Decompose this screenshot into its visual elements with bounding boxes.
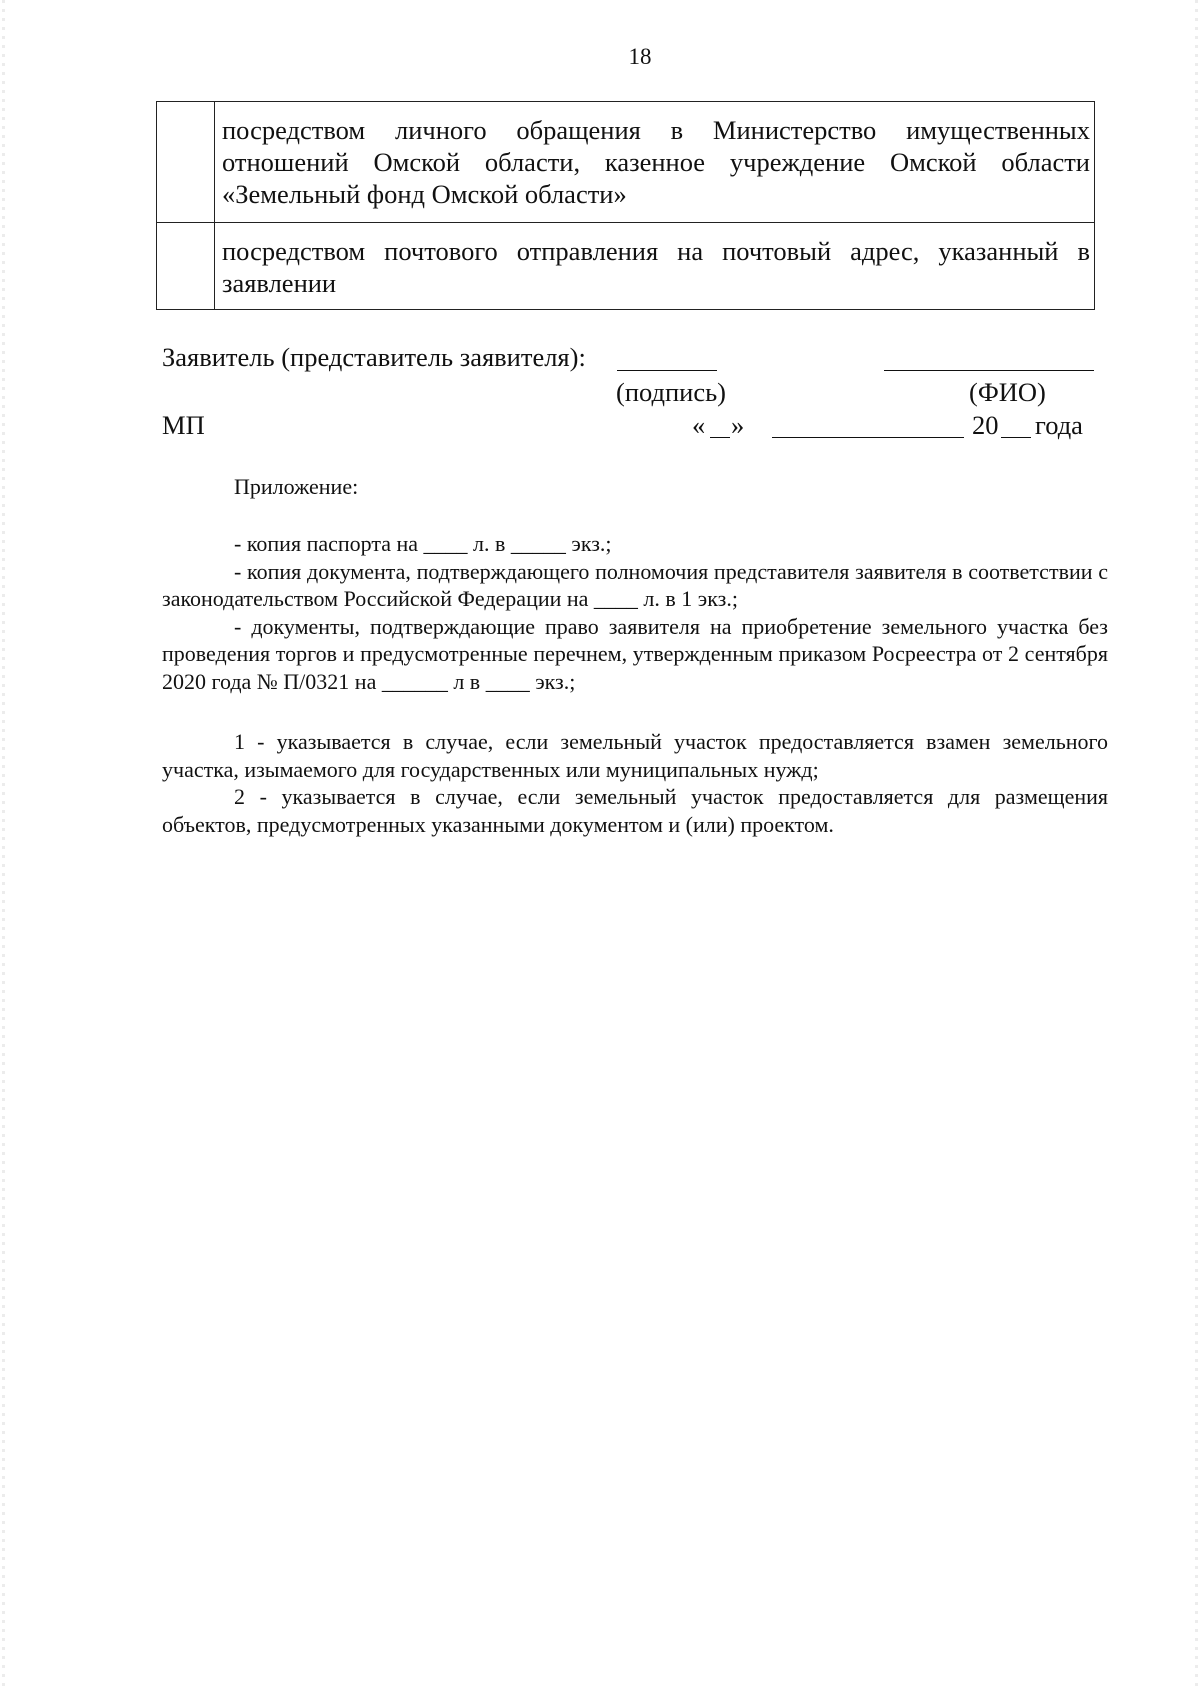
appendix-item: - копия паспорта на ____ л. в _____ экз.;: [234, 531, 612, 556]
year-prefix: 20: [972, 410, 999, 440]
signature-caption: (подпись): [616, 377, 727, 407]
delivery-method-table: [156, 101, 1095, 310]
scan-edge-right: [1195, 0, 1198, 1686]
date-open-quote: «: [692, 410, 706, 440]
checkbox-cell[interactable]: [157, 223, 215, 310]
year-line[interactable]: [1001, 437, 1031, 438]
stamp-label: МП: [162, 410, 205, 440]
footnote-1: 1 - указывается в случае, если земельный участок предоставляется взамен земельного участка, изымаемого для государственных или муниципальных нужд;: [162, 729, 1108, 782]
appendix-list: [162, 530, 1108, 695]
month-line[interactable]: [772, 437, 964, 438]
fio-line[interactable]: [884, 370, 1094, 371]
footnote-2: 2 - указывается в случае, если земельный участок предоставляется для размещения объектов, предусмотренных указанными документом и (или) проектом.: [162, 784, 1108, 837]
signature-line[interactable]: [617, 370, 717, 371]
footnotes: [162, 728, 1108, 838]
date-close-quote: »: [731, 410, 745, 440]
table-row: [157, 102, 1095, 223]
page-number: 18: [628, 44, 652, 69]
delivery-option-text: посредством почтового отправления на почтовый адрес, указанный в заявлении: [215, 223, 1095, 310]
year-suffix: года: [1035, 410, 1083, 440]
appendix-item: - копия документа, подтверждающего полномочия представителя заявителя в соответствии с законодательством Российской Федерации на ____ л. в 1 экз.;: [162, 558, 1108, 611]
scan-edge-left: [2, 0, 5, 1686]
appendix-item: - документы, подтверждающие право заявителя на приобретение земельного участка без проведения торгов и предусмотренные перечнем, утвержденным приказом Росреестра от 2 сентября 2020 года № П/0321 на ______ л в ____ экз.;: [162, 613, 1108, 694]
checkbox-cell[interactable]: [157, 102, 215, 223]
fio-caption: (ФИО): [969, 377, 1046, 407]
day-line[interactable]: [710, 437, 730, 438]
applicant-label: Заявитель (представитель заявителя):: [162, 342, 586, 372]
delivery-option-text: посредством личного обращения в Министерство имущественных отношений Омской области, казенное учреждение Омской области «Земельный фонд Омской области»: [215, 102, 1095, 223]
table-row: [157, 223, 1095, 310]
appendix-title: Приложение:: [234, 474, 359, 499]
